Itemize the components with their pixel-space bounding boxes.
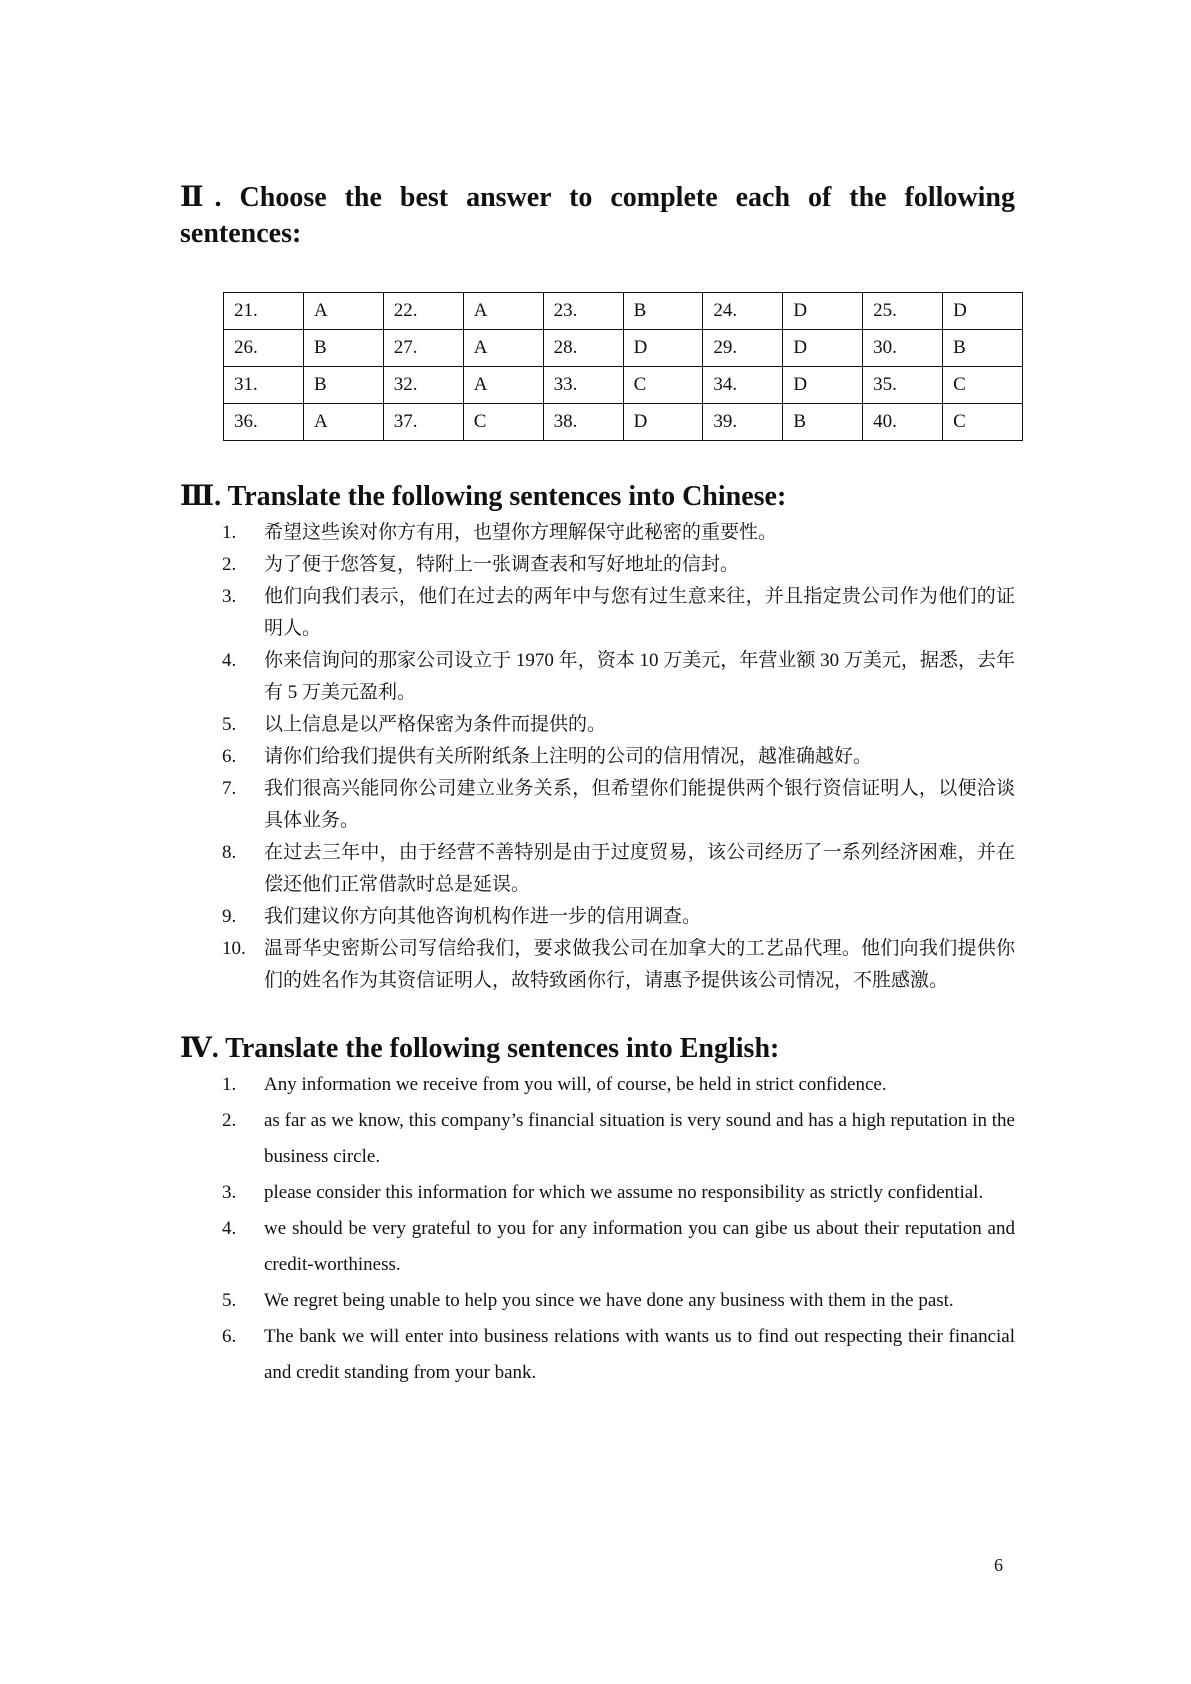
item-text: please consider this information for which we assume no responsibility as strictly confidential.: [264, 1182, 984, 1203]
question-number-cell: 25.: [863, 293, 943, 330]
item-text: 我们建议你方向其他咨询机构作进一步的信用调查。: [264, 906, 702, 927]
item-text: 你来信询问的那家公司设立于 1970 年，资本 10 万美元，年营业额 30 万美元，据悉，去年有 5 万美元盈利。: [264, 650, 1015, 703]
section-3-heading: [180, 479, 1015, 515]
question-number-cell: 31.: [224, 367, 304, 404]
english-translation-list: [180, 1067, 1015, 1391]
item-number: 5.: [222, 714, 237, 735]
item-text: 温哥华史密斯公司写信给我们，要求做我公司在加拿大的工艺品代理。他们向我们提供你们的姓名作为其资信证明人，故特致函你行，请惠予提供该公司情况，不胜感激。: [264, 938, 1015, 991]
answer-letter-cell: B: [623, 293, 703, 330]
question-number-cell: 24.: [703, 293, 783, 330]
answer-letter-cell: D: [783, 330, 863, 367]
item-text: 希望这些诶对你方有用，也望你方理解保守此秘密的重要性。: [264, 522, 778, 543]
answer-row: [224, 330, 1023, 367]
list-item: [222, 1067, 1015, 1103]
answer-letter-cell: C: [463, 404, 543, 441]
item-number: 8.: [222, 842, 237, 863]
question-number-cell: 38.: [543, 404, 623, 441]
answer-row: [224, 367, 1023, 404]
list-item: [222, 709, 1015, 741]
answer-letter-cell: B: [783, 404, 863, 441]
answer-letter-cell: C: [943, 367, 1023, 404]
question-number-cell: 40.: [863, 404, 943, 441]
answer-letter-cell: A: [463, 330, 543, 367]
item-text: 请你们给我们提供有关所附纸条上注明的公司的信用情况，越准确越好。: [264, 746, 873, 767]
chinese-translation-list: [180, 517, 1015, 997]
item-text: The bank we will enter into business relations with wants us to find out respecting their financial and credit standing from your bank.: [264, 1326, 1015, 1383]
answer-letter-cell: D: [783, 367, 863, 404]
list-item: [222, 1211, 1015, 1283]
section-4-title: Translate the following sentences into English:: [225, 1033, 780, 1064]
item-text: Any information we receive from you will, of course, be held in strict confidence.: [264, 1074, 887, 1095]
answer-letter-cell: D: [623, 330, 703, 367]
answer-letter-cell: A: [463, 367, 543, 404]
question-number-cell: 23.: [543, 293, 623, 330]
section-3-numeral: Ⅲ.: [180, 481, 222, 512]
item-number: 1.: [222, 1074, 237, 1095]
answer-letter-cell: D: [623, 404, 703, 441]
section-2-heading: [180, 180, 1015, 252]
answer-letter-cell: B: [943, 330, 1023, 367]
list-item: [222, 773, 1015, 837]
item-text: as far as we know, this company’s financial situation is very sound and has a high reputation in the business circle.: [264, 1110, 1015, 1167]
list-item: [222, 581, 1015, 645]
section-2-title: Choose the best answer to complete each of the following sentences:: [180, 182, 1016, 249]
item-text: 在过去三年中，由于经营不善特别是由于过度贸易，该公司经历了一系列经济困难，并在偿还他们正常借款时总是延误。: [264, 842, 1015, 895]
item-number: 3.: [222, 586, 237, 607]
document-page: [180, 180, 1015, 1391]
question-number-cell: 36.: [224, 404, 304, 441]
section-3-title: Translate the following sentences into Chinese:: [227, 481, 787, 512]
question-number-cell: 32.: [383, 367, 463, 404]
answer-letter-cell: A: [304, 293, 384, 330]
section-4-heading: [180, 1031, 1015, 1067]
item-number: 7.: [222, 778, 237, 799]
item-number: 9.: [222, 906, 237, 927]
question-number-cell: 26.: [224, 330, 304, 367]
item-text: 他们向我们表示，他们在过去的两年中与您有过生意来往，并且指定贵公司作为他们的证明人。: [264, 586, 1015, 639]
item-text: We regret being unable to help you since we have done any business with them in the past.: [264, 1290, 954, 1311]
item-number: 6.: [222, 746, 237, 767]
answer-letter-cell: C: [943, 404, 1023, 441]
item-text: we should be very grateful to you for any information you can gibe us about their reputation and credit-worthiness.: [264, 1218, 1015, 1275]
question-number-cell: 27.: [383, 330, 463, 367]
list-item: [222, 741, 1015, 773]
item-number: 2.: [222, 1110, 237, 1131]
list-item: [222, 517, 1015, 549]
item-text: 我们很高兴能同你公司建立业务关系，但希望你们能提供两个银行资信证明人，以便洽谈具体业务。: [264, 778, 1015, 831]
question-number-cell: 21.: [224, 293, 304, 330]
section-4-numeral: Ⅳ.: [180, 1033, 219, 1064]
answer-key-table: [223, 292, 1023, 441]
question-number-cell: 34.: [703, 367, 783, 404]
item-text: 以上信息是以严格保密为条件而提供的。: [264, 714, 607, 735]
list-item: [222, 1175, 1015, 1211]
item-number: 1.: [222, 522, 237, 543]
list-item: [222, 1103, 1015, 1175]
question-number-cell: 35.: [863, 367, 943, 404]
item-number: 5.: [222, 1290, 237, 1311]
list-item: [222, 549, 1015, 581]
answer-letter-cell: D: [943, 293, 1023, 330]
item-number: 4.: [222, 650, 237, 671]
question-number-cell: 30.: [863, 330, 943, 367]
answer-letter-cell: D: [783, 293, 863, 330]
answer-letter-cell: B: [304, 330, 384, 367]
question-number-cell: 33.: [543, 367, 623, 404]
list-item: [222, 837, 1015, 901]
page-number: 6: [994, 1555, 1003, 1575]
answer-letter-cell: A: [304, 404, 384, 441]
item-text: 为了便于您答复，特附上一张调查表和写好地址的信封。: [264, 554, 740, 575]
question-number-cell: 37.: [383, 404, 463, 441]
question-number-cell: 28.: [543, 330, 623, 367]
question-number-cell: 22.: [383, 293, 463, 330]
answer-letter-cell: C: [623, 367, 703, 404]
question-number-cell: 39.: [703, 404, 783, 441]
section-2-numeral: Ⅱ.: [180, 182, 222, 213]
list-item: [222, 1319, 1015, 1391]
item-number: 4.: [222, 1218, 237, 1239]
item-number: 10.: [222, 938, 246, 959]
item-number: 3.: [222, 1182, 237, 1203]
answer-letter-cell: A: [463, 293, 543, 330]
answer-letter-cell: B: [304, 367, 384, 404]
question-number-cell: 29.: [703, 330, 783, 367]
answer-row: [224, 293, 1023, 330]
list-item: [222, 1283, 1015, 1319]
answer-row: [224, 404, 1023, 441]
list-item: [222, 901, 1015, 933]
item-number: 2.: [222, 554, 237, 575]
item-number: 6.: [222, 1326, 237, 1347]
list-item: [222, 933, 1015, 997]
list-item: [222, 645, 1015, 709]
